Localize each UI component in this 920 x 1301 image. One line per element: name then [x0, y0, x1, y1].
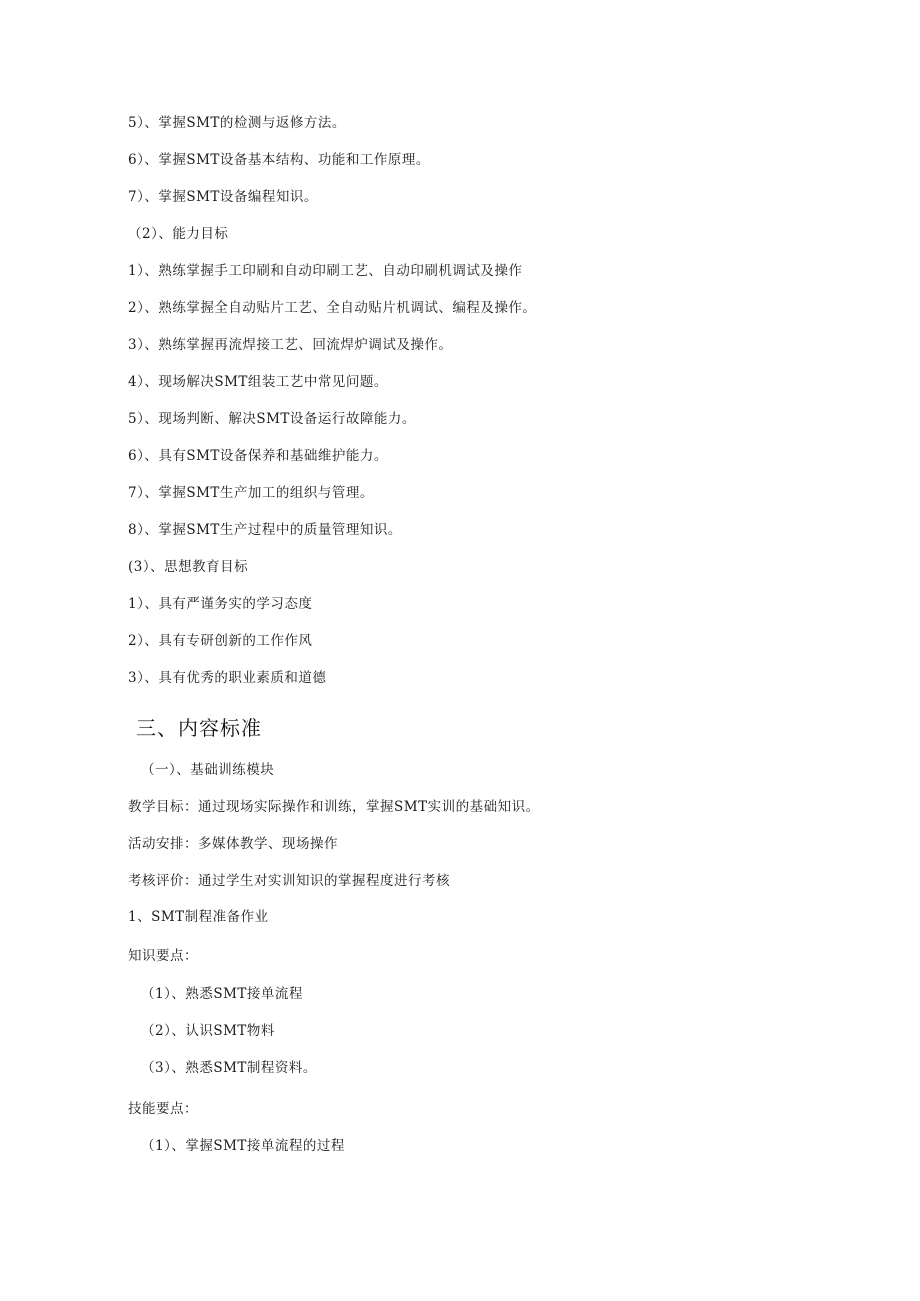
section-heading: 三、内容标准	[136, 716, 262, 740]
paragraph: 技能要点：	[128, 1101, 198, 1117]
list-item: 6）、掌握SMT设备基本结构、功能和工作原理。	[128, 152, 430, 168]
list-item: 6）、具有SMT设备保养和基础维护能力。	[128, 448, 388, 464]
list-item: （2）、认识SMT物料	[141, 1023, 275, 1039]
list-item: 8）、掌握SMT生产过程中的质量管理知识。	[128, 522, 402, 538]
paragraph: 1、SMT制程准备作业	[128, 909, 269, 925]
list-item: 5）、掌握SMT的检测与返修方法。	[128, 115, 346, 131]
paragraph: 考核评价：通过学生对实训知识的掌握程度进行考核	[128, 873, 450, 889]
list-item: 3）、熟练掌握再流焊接工艺、回流焊炉调试及操作。	[128, 337, 453, 353]
list-item: （1）、熟悉SMT接单流程	[141, 986, 303, 1002]
list-item: 3）、具有优秀的职业素质和道德	[128, 670, 327, 686]
paragraph: 知识要点：	[128, 948, 198, 964]
subsection-title: (3）、思想教育目标	[128, 559, 249, 575]
subsection-title: （2）、能力目标	[128, 226, 229, 242]
list-item: 2）、熟练掌握全自动贴片工艺、全自动贴片机调试、编程及操作。	[128, 300, 537, 316]
list-item: （1）、掌握SMT接单流程的过程	[141, 1138, 345, 1154]
list-item: （3）、熟悉SMT制程资料。	[141, 1060, 317, 1076]
list-item: 4）、现场解决SMT组装工艺中常见问题。	[128, 374, 388, 390]
list-item: 5）、现场判断、解决SMT设备运行故障能力。	[128, 411, 416, 427]
paragraph: 活动安排：多媒体教学、现场操作	[128, 836, 338, 852]
list-item: 1）、熟练掌握手工印刷和自动印刷工艺、自动印刷机调试及操作	[128, 263, 523, 279]
list-item: 1）、具有严谨务实的学习态度	[128, 596, 313, 612]
list-item: 7）、掌握SMT设备编程知识。	[128, 189, 318, 205]
list-item: 7）、掌握SMT生产加工的组织与管理。	[128, 485, 374, 501]
paragraph: 教学目标：通过现场实际操作和训练，掌握SMT实训的基础知识。	[128, 799, 540, 815]
list-item: 2）、具有专研创新的工作作风	[128, 633, 313, 649]
module-title: （一）、基础训练模块	[141, 762, 275, 778]
